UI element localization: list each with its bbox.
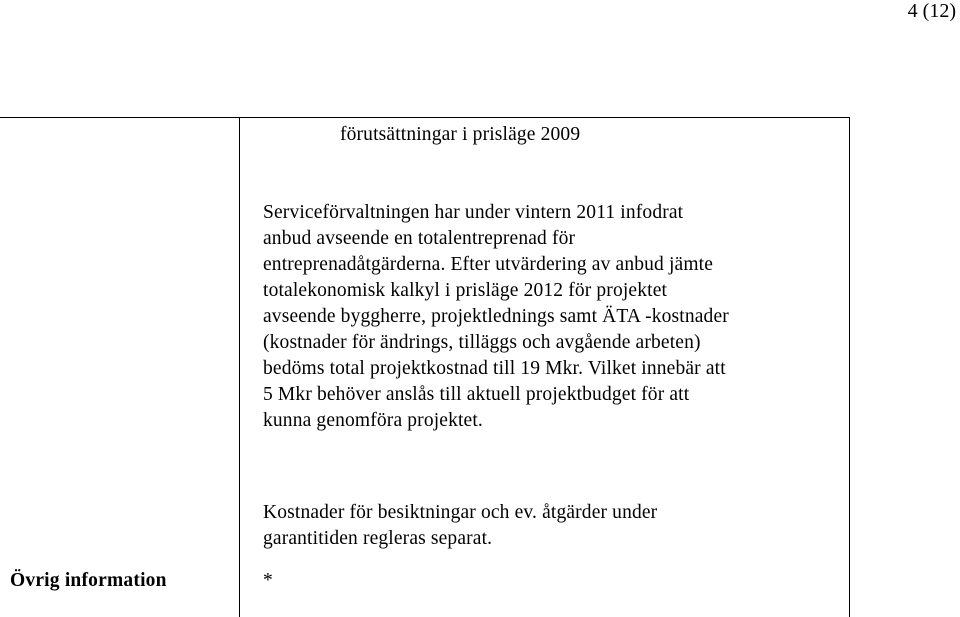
paragraph (263, 200, 729, 434)
paragraph-line: anbud avseende en totalentreprenad för (263, 228, 576, 249)
row-label-ovrig-information: Övrig information (10, 570, 167, 591)
paragraph-line: avseende byggherre, projektlednings samt ÄTA -kostnader (263, 306, 729, 327)
note-paragraph (263, 500, 657, 552)
heading-line: förutsättningar i prisläge 2009 (340, 124, 581, 145)
paragraph-line: (kostnader för ändrings, tilläggs och avgående arbeten) (263, 332, 701, 353)
note-line: Kostnader för besiktningar och ev. åtgärder under (263, 502, 658, 523)
paragraph-line: Serviceförvaltningen har under vintern 2011 infodrat (263, 202, 684, 223)
paragraph-line: kunna genomföra projektet. (263, 410, 483, 431)
paragraph-line: 5 Mkr behöver anslås till aktuell projektbudget för att (263, 384, 690, 405)
row-value: * (263, 570, 273, 591)
label-column (0, 117, 240, 617)
note-line: garantitiden regleras separat. (263, 528, 493, 549)
paragraph-line: entreprenadåtgärderna. Efter utvärdering av anbud jämte (263, 254, 714, 275)
paragraph-line: bedöms total projektkostnad till 19 Mkr. Vilket innebär att (263, 358, 726, 379)
page-number: 4 (12) (907, 0, 956, 22)
paragraph-line: totalekonomisk kalkyl i prisläge 2012 för projektet (263, 280, 668, 301)
